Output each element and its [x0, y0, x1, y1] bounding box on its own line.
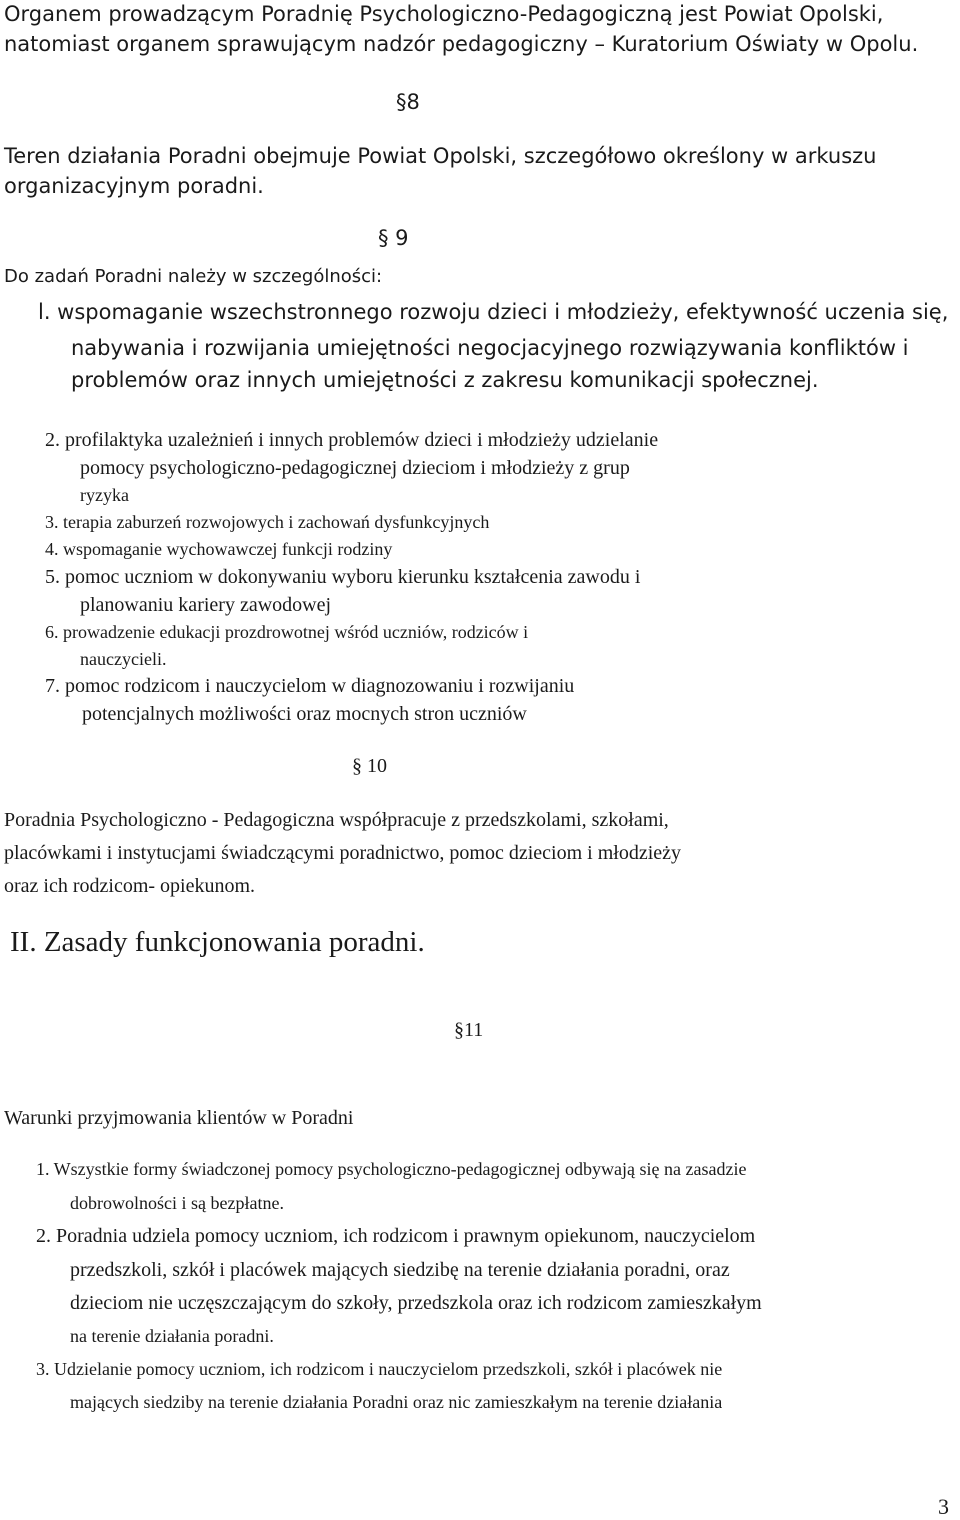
paragraph-line: organizacyjnym poradni.	[4, 174, 264, 198]
list-item: 2. profilaktyka uzależnień i innych problemów dzieci i młodzieży udzielanie	[45, 429, 659, 451]
section-heading-8: §8	[396, 90, 420, 114]
list-item-continuation: problemów oraz innych umiejętności z zakresu komunikacji społecznej.	[71, 368, 819, 392]
list-item: 4. wspomaganie wychowawczej funkcji rodziny	[45, 539, 393, 559]
intro-line: Organem prowadzącym Poradnię Psychologiczno-Pedagogiczną jest Powiat Opolski,	[4, 2, 884, 26]
list-item-continuation: nabywania i rozwijania umiejętności negocjacyjnego rozwiązywania konfliktów i	[71, 336, 909, 360]
section-title: II. Zasady funkcjonowania poradni.	[10, 926, 425, 958]
list-item: l. wspomaganie wszechstronnego rozwoju dzieci i młodzieży, efektywność uczenia się,	[38, 300, 949, 324]
list-item-continuation: pomocy psychologiczno-pedagogicznej dzieciom i młodzieży z grup	[80, 457, 630, 479]
list-item: 3. terapia zaburzeń rozwojowych i zachowań dysfunkcyjnych	[45, 512, 490, 532]
section-heading-11: §11	[454, 1019, 484, 1041]
list-item-continuation: potencjalnych możliwości oraz mocnych stron uczniów	[82, 703, 527, 725]
list-item: 7. pomoc rodzicom i nauczycielom w diagnozowaniu i rozwijaniu	[45, 675, 575, 697]
list-item: 3. Udzielanie pomocy uczniom, ich rodzicom i nauczycielom przedszkoli, szkół i placówek nie	[36, 1359, 723, 1379]
list-item-continuation: dobrowolności i są bezpłatne.	[70, 1193, 284, 1213]
paragraph-line: oraz ich rodzicom- opiekunom.	[4, 875, 256, 897]
list-item: 5. pomoc uczniom w dokonywaniu wyboru kierunku kształcenia zawodu i	[45, 566, 641, 588]
paragraph-line: Poradnia Psychologiczno - Pedagogiczna współpracuje z przedszkolami, szkołami,	[4, 809, 669, 831]
list-item-continuation: przedszkoli, szkół i placówek mających siedzibę na terenie działania poradni, oraz	[70, 1259, 730, 1281]
list-item-continuation: planowaniu kariery zawodowej	[80, 594, 332, 616]
list-lead: Do zadań Poradni należy w szczególności:	[4, 266, 383, 287]
list-item-continuation: dzieciom nie uczęszczającym do szkoły, przedszkola oraz ich rodzicom zamieszkałym	[70, 1292, 762, 1314]
intro-line: natomiast organem sprawującym nadzór pedagogiczny – Kuratorium Oświaty w Opolu.	[4, 32, 919, 56]
section-heading-10: § 10	[352, 755, 387, 777]
paragraph-line: placówkami i instytucjami świadczącymi poradnictwo, pomoc dzieciom i młodzieży	[4, 842, 682, 864]
subsection-title: Warunki przyjmowania klientów w Poradni	[4, 1107, 354, 1129]
list-item: 1. Wszystkie formy świadczonej pomocy psychologiczno-pedagogicznej odbywają się na zasadzie	[36, 1159, 747, 1179]
list-item-continuation: ryzyka	[80, 485, 129, 505]
list-item-continuation: nauczycieli.	[80, 649, 167, 669]
list-item: 2. Poradnia udziela pomocy uczniom, ich rodzicom i prawnym opiekunom, nauczycielom	[36, 1225, 756, 1247]
paragraph-line: Teren działania Poradni obejmuje Powiat Opolski, szczegółowo określony w arkuszu	[4, 144, 877, 168]
list-item-continuation: na terenie działania poradni.	[70, 1326, 274, 1346]
page-number: 3	[938, 1494, 949, 1519]
section-heading-9: § 9	[378, 226, 409, 250]
list-item-continuation: mających siedziby na terenie działania Poradni oraz nic zamieszkałym na terenie działania	[70, 1392, 723, 1412]
list-item: 6. prowadzenie edukacji prozdrowotnej wśród uczniów, rodziców i	[45, 622, 529, 642]
